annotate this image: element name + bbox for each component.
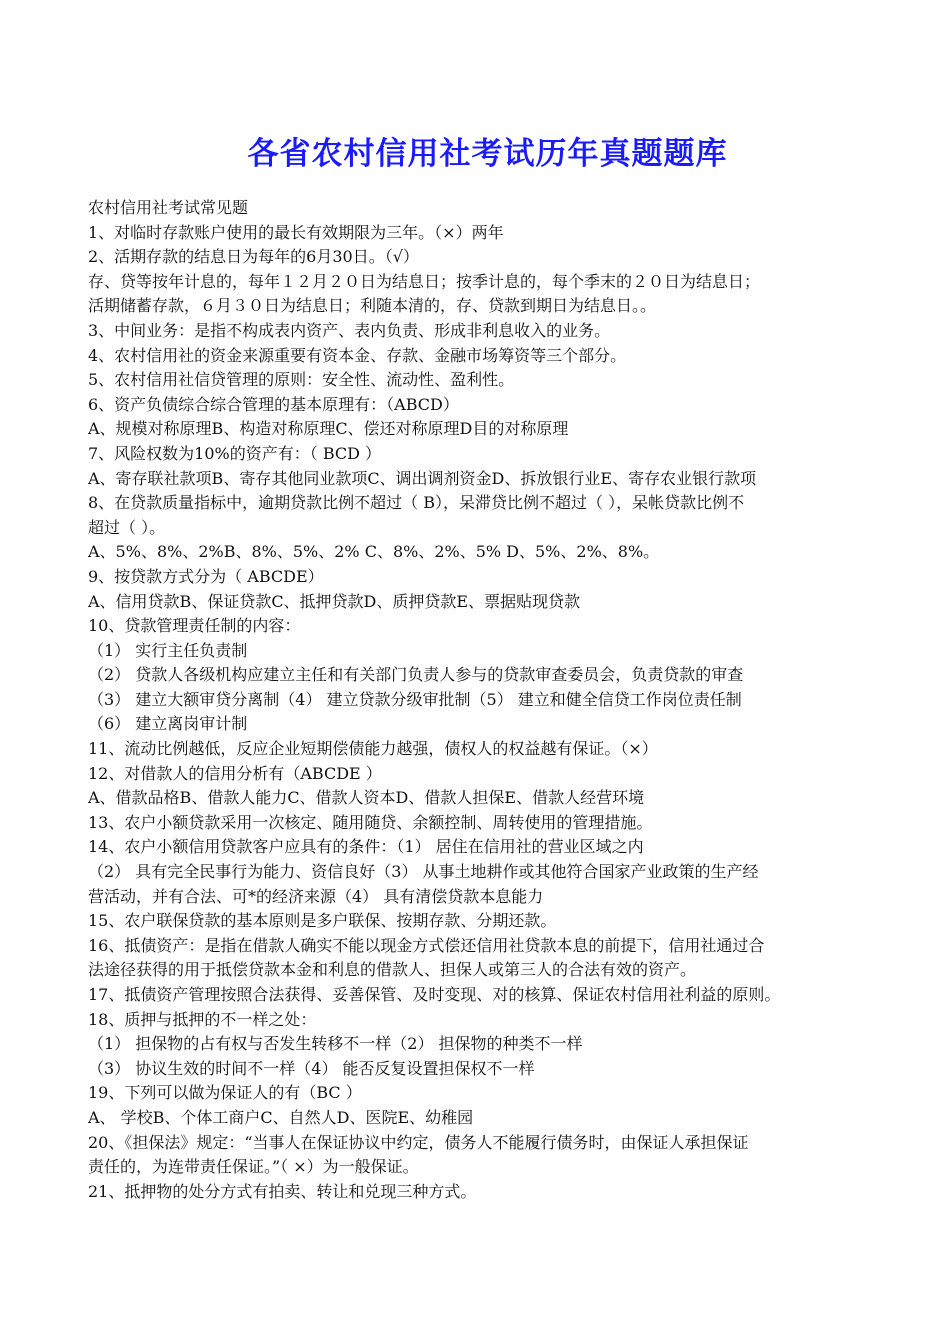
text-line: 责任的，为连带责任保证。”（ ×）为一般保证。: [88, 1157, 419, 1177]
document-title: 各省农村信用社考试历年真题题库: [247, 136, 728, 172]
text-line: 13、农户小额贷款采用一次核定、随用随贷、余额控制、周转使用的管理措施。: [88, 812, 653, 832]
text-line: 9、按贷款方式分为（ ABCDE）: [88, 566, 324, 586]
text-line: 6、资产负债综合综合管理的基本原理有：（ABCD）: [88, 394, 459, 414]
text-line: 14、农户小额信用贷款客户应具有的条件：（1） 居住在信用社的营业区域之内: [88, 837, 644, 857]
text-line: 4、农村信用社的资金来源重要有资本金、存款、金融市场筹资等三个部分。: [88, 345, 627, 365]
text-line: 2、活期存款的结息日为每年的6月30日。（√）: [88, 247, 419, 267]
text-line: A、信用贷款B、保证贷款C、抵押贷款D、质押贷款E、票据贴现贷款: [88, 591, 581, 611]
text-line: （1） 担保物的占有权与否发生转移不一样（2） 担保物的种类不一样: [88, 1034, 583, 1054]
text-line: （2） 具有完全民事行为能力、资信良好（3） 从事土地耕作或其他符合国家产业政策的生产经: [88, 862, 759, 882]
text-line: 活期储蓄存款，６月３０日为结息日；利随本清的，存、贷款到期日为结息日。。: [88, 296, 657, 316]
text-line: 超过（ ）。: [88, 517, 166, 537]
text-line: （2） 贷款人各级机构应建立主任和有关部门负责人参与的贷款审查委员会，负责贷款的审查: [88, 665, 744, 685]
text-line: 11、流动比例越低，反应企业短期偿债能力越强，债权人的权益越有保证。（×）: [88, 739, 658, 759]
text-line: 18、质押与抵押的不一样之处：: [88, 1009, 317, 1029]
text-line: 存、贷等按年计息的，每年１２月２０日为结息日；按季计息的，每个季末的２０日为结息日；: [88, 271, 761, 291]
text-line: 5、农村信用社信贷管理的原则：安全性、流动性、盈利性。: [88, 370, 515, 390]
text-line: A、 学校B、个体工商户C、自然人D、医院E、幼稚园: [88, 1107, 474, 1127]
text-line: A、规模对称原理B、构造对称原理C、偿还对称原理D目的对称原理: [88, 419, 569, 439]
text-line: 19、下列可以做为保证人的有（BC ）: [88, 1083, 362, 1103]
text-line: 21、抵押物的处分方式有拍卖、转让和兑现三种方式。: [88, 1181, 477, 1201]
text-line: 1、对临时存款账户使用的最长有效期限为三年。（×）两年: [88, 222, 504, 242]
text-line: 17、抵债资产管理按照合法获得、妥善保管、及时变现、对的核算、保证农村信用社利益的原则。: [88, 985, 781, 1004]
text-line: 16、抵债资产：是指在借款人确实不能以现金方式偿还信用社贷款本息的前提下，信用社通过合: [88, 935, 765, 955]
text-line: A、寄存联社款项B、寄存其他同业款项C、调出调剂资金D、拆放银行业E、寄存农业银行款项: [88, 468, 757, 488]
text-line: 8、在贷款质量指标中，逾期贷款比例不超过（ B），呆滞贷比例不超过（ ），呆帐贷款比例不: [88, 493, 745, 513]
text-line: 7、风险权数为10%的资产有：（ BCD ）: [88, 443, 382, 463]
text-line: 12、对借款人的信用分析有（ABCDE ）: [88, 763, 382, 783]
text-line: 营活动，并有合法、可*的经济来源（4） 具有清偿贷款本息能力: [88, 886, 544, 906]
text-line: （3） 建立大额审贷分离制（4） 建立贷款分级审批制（5） 建立和健全信贷工作岗位责任制: [88, 689, 742, 709]
text-line: A、5%、8%、2%B、8%、5%、2% C、8%、2%、5% D、5%、2%、8%。: [88, 542, 660, 562]
text-line: 15、农户联保贷款的基本原则是多户联保、按期存款、分期还款。: [88, 911, 557, 931]
text-line: 3、中间业务：是指不构成表内资产、表内负责、形成非利息收入的业务。: [88, 320, 611, 340]
text-line: （3） 协议生效的时间不一样（4） 能否反复设置担保权不一样: [88, 1058, 535, 1078]
text-line: A、借款品格B、借款人能力C、借款人资本D、借款人担保E、借款人经营环境: [88, 788, 645, 808]
text-line: 10、贷款管理责任制的内容：: [88, 616, 301, 636]
text-line: （6） 建立离岗审计制: [88, 714, 248, 734]
text-line: 20、《担保法》规定：“当事人在保证协议中约定，债务人不能履行债务时，由保证人承担保证: [88, 1132, 749, 1152]
text-line: （1） 实行主任负责制: [88, 640, 248, 660]
document-body: [88, 196, 903, 1204]
text-line: 农村信用社考试常见题: [88, 198, 249, 217]
text-line: 法途径获得的用于抵偿贷款本金和利息的借款人、担保人或第三人的合法有效的资产。: [88, 960, 697, 980]
